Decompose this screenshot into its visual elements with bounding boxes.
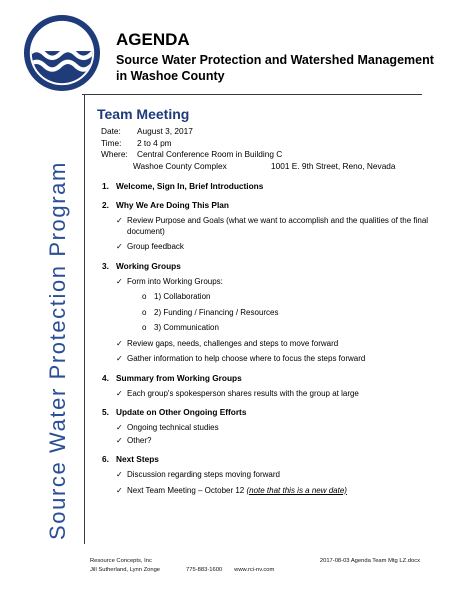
list-item: ✓ Form into Working Groups: bbox=[116, 276, 223, 286]
footer-filename: 2017-08-03 Agenda Team Mtg LZ.docx bbox=[319, 558, 420, 564]
header-divider bbox=[82, 94, 422, 95]
list-item: ✓ Group feedback bbox=[116, 242, 184, 251]
section-title: Welcome, Sign In, Brief Introductions bbox=[116, 181, 264, 191]
section-title: Why We Are Doing This Plan bbox=[116, 200, 229, 210]
section-number: 3. bbox=[102, 260, 109, 271]
agenda-title: AGENDA bbox=[116, 30, 190, 49]
sub-list-item: o 3) Communication bbox=[142, 323, 219, 332]
checkmark-icon: ✓ bbox=[116, 354, 123, 363]
where-address: 1001 E. 9th Street, Reno, Nevada bbox=[271, 160, 396, 171]
list-item: ✓ Gather information to help choose where to focus the steps forward bbox=[116, 354, 366, 363]
program-vertical-text: Source Water Protection Program bbox=[45, 161, 70, 540]
list-item: ✓ Discussion regarding steps moving forward bbox=[116, 470, 280, 479]
agenda-section-1 bbox=[97, 181, 437, 192]
list-item: ✓ Review Purpose and Goals (what we want to accomplish and the qualities of the final document) bbox=[116, 216, 429, 236]
section-number: 4. bbox=[102, 372, 109, 383]
checkmark-icon: ✓ bbox=[116, 242, 123, 251]
checkmark-icon: ✓ bbox=[116, 423, 123, 432]
sub-list-item: o 2) Funding / Financing / Resources bbox=[142, 307, 279, 317]
section-title: Next Steps bbox=[116, 454, 159, 464]
section-number: 1. bbox=[102, 181, 109, 191]
agenda-subtitle: Source Water Protection and Watershed Management in Washoe County bbox=[116, 53, 434, 83]
agenda-body bbox=[97, 106, 437, 496]
meeting-details bbox=[97, 126, 437, 172]
checkmark-icon: ✓ bbox=[116, 470, 123, 479]
time-label: Time: bbox=[101, 137, 122, 148]
where-label: Where: bbox=[101, 149, 128, 159]
section-number: 2. bbox=[102, 200, 109, 210]
circle-bullet-icon: o bbox=[142, 307, 147, 317]
agenda-section-4 bbox=[97, 373, 437, 400]
list-item: ✓ Next Team Meeting – October 12 (note that this is a new date) bbox=[116, 485, 347, 495]
agenda-section-5 bbox=[97, 407, 437, 446]
sidebar-divider bbox=[84, 94, 85, 544]
checkmark-icon: ✓ bbox=[116, 388, 123, 398]
water-drop-logo bbox=[23, 14, 101, 92]
sub-list-item: o 1) Collaboration bbox=[142, 292, 211, 301]
section-number: 6. bbox=[102, 454, 109, 464]
where-place: Washoe County Complex bbox=[133, 160, 227, 171]
footer-company: Resource Concepts, Inc bbox=[90, 558, 152, 564]
footer-phone: 775-883-1600 bbox=[186, 567, 223, 573]
section-title: Summary from Working Groups bbox=[116, 372, 242, 383]
page-footer bbox=[90, 557, 420, 575]
list-item: ✓ Other? bbox=[116, 435, 152, 445]
list-item: ✓ Each group's spokesperson shares results with the group at large bbox=[116, 388, 359, 398]
new-date-note: (note that this is a new date) bbox=[246, 485, 347, 495]
list-item: ✓ Review gaps, needs, challenges and steps to move forward bbox=[116, 338, 339, 348]
section-title: Update on Other Ongoing Efforts bbox=[116, 407, 247, 417]
checkmark-icon: ✓ bbox=[116, 216, 123, 225]
agenda-section-6 bbox=[97, 454, 437, 496]
meeting-title: Team Meeting bbox=[97, 106, 190, 122]
checkmark-icon: ✓ bbox=[116, 338, 123, 348]
circle-bullet-icon: o bbox=[142, 292, 147, 301]
agenda-header bbox=[116, 30, 446, 84]
where-value: Central Conference Room in Building C bbox=[137, 149, 283, 159]
checkmark-icon: ✓ bbox=[116, 485, 123, 495]
footer-people: Jill Sutherland, Lynn Zonge bbox=[90, 567, 161, 573]
agenda-section-2 bbox=[97, 200, 437, 253]
date-label: Date: bbox=[101, 126, 121, 136]
checkmark-icon: ✓ bbox=[116, 435, 123, 445]
section-title: Working Groups bbox=[116, 260, 181, 271]
checkmark-icon: ✓ bbox=[116, 276, 123, 286]
section-number: 5. bbox=[102, 407, 109, 417]
circle-bullet-icon: o bbox=[142, 323, 147, 332]
agenda-section-3 bbox=[97, 261, 437, 365]
footer-website: www.rci-nv.com bbox=[234, 567, 275, 573]
time-value: 2 to 4 pm bbox=[137, 137, 172, 148]
list-item: ✓ Ongoing technical studies bbox=[116, 423, 219, 432]
date-value: August 3, 2017 bbox=[137, 126, 193, 136]
